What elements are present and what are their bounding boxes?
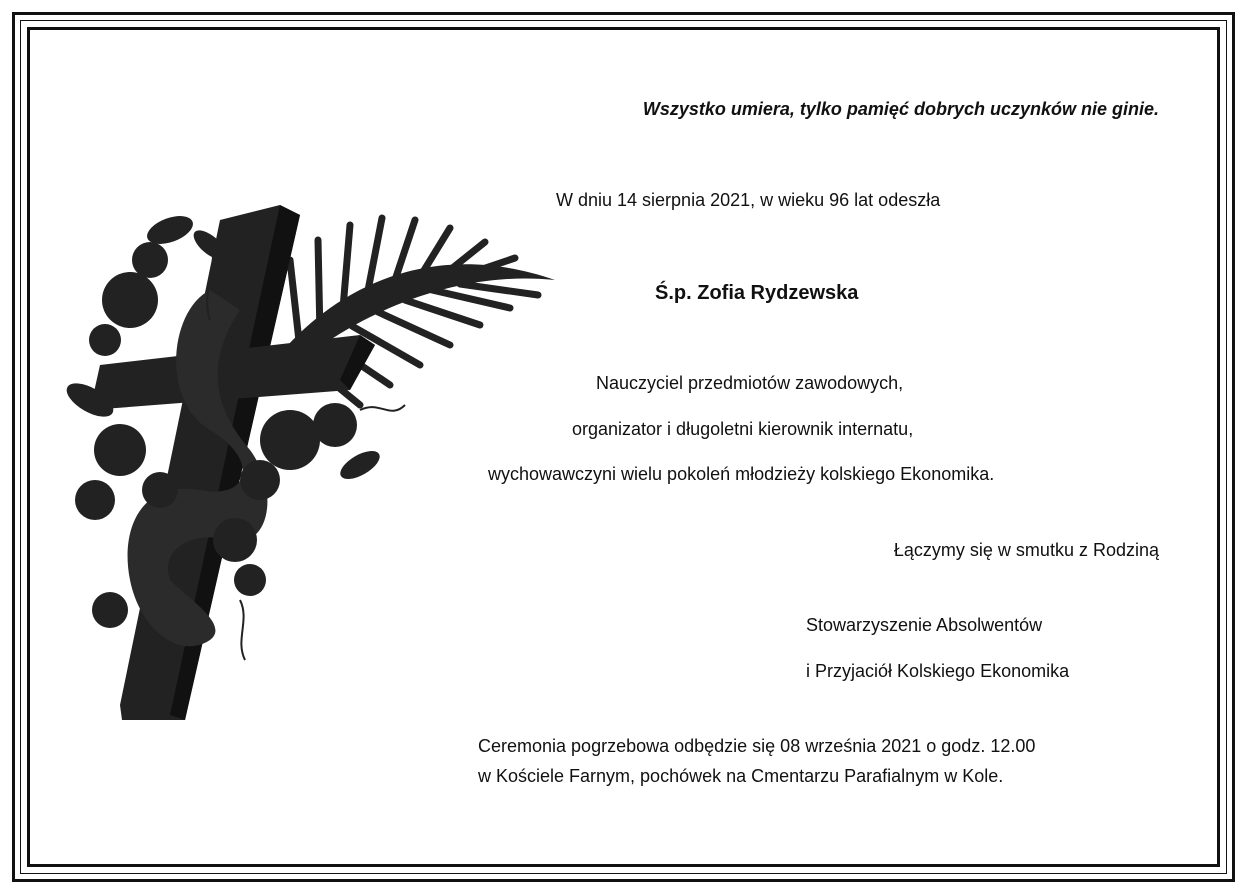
intro-text: W dniu 14 sierpnia 2021, w wieku 96 lat odeszła [556, 190, 941, 210]
motto-text: Wszystko umiera, tylko pamięć dobrych uczynków nie ginie. [642, 99, 1159, 119]
ceremony-line: Ceremonia pogrzebowa odbędzie się 08 września 2021 o godz. 12.00 [478, 736, 1036, 756]
organization-line: i Przyjaciół Kolskiego Ekonomika [806, 661, 1070, 681]
role-line: organizator i długoletni kierownik internatu, [572, 419, 914, 439]
deceased-name: Ś.p. Zofia Rydzewska [655, 282, 859, 304]
condolence-text: Łączymy się w smutku z Rodziną [893, 540, 1159, 560]
ceremony-line: w Kościele Farnym, pochówek na Cmentarzu Parafialnym w Kole. [478, 766, 1004, 786]
role-line: wychowawczyni wielu pokoleń młodzieży kolskiego Ekonomika. [488, 464, 995, 484]
organization-line: Stowarzyszenie Absolwentów [806, 615, 1043, 635]
role-line: Nauczyciel przedmiotów zawodowych, [596, 373, 904, 393]
